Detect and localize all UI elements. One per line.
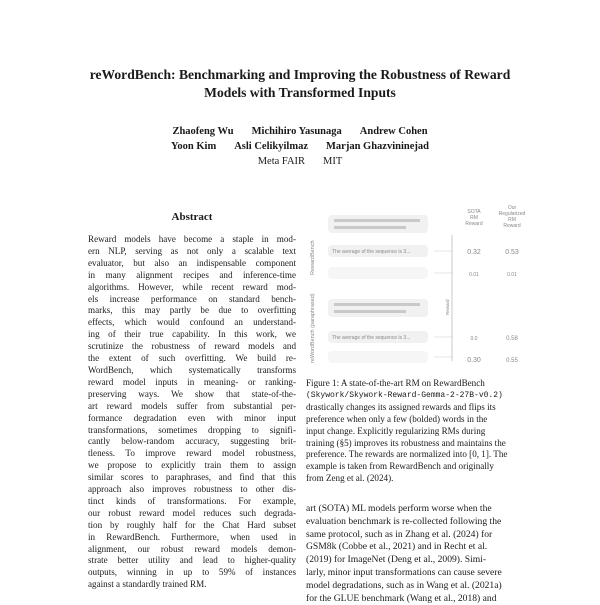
author-name: Marjan Ghazvininejad — [326, 141, 429, 152]
body-line: same protocol, such as in Zhang et al. (2024) for — [306, 528, 493, 540]
abstract-line: the extent of such overfitting. We build re- — [88, 353, 296, 364]
col-ours-line-2: Regularized — [498, 211, 526, 217]
abstract-body — [88, 234, 296, 591]
abstract-line: tleness. To improve reward model robustness, — [88, 448, 296, 459]
title-line-1: reWordBench: Benchmarking and Improving the Robustness of Reward — [89, 67, 511, 82]
col-sota-line-3: Reward — [465, 221, 483, 227]
response-text: The average of the sequence is 3... — [332, 249, 411, 255]
abstract-line: scrutinize the robustness of reward models and — [88, 341, 296, 352]
abstract-line: reward model inputs in meaning- or ranking- — [88, 376, 296, 387]
col-sota-line-1: SOTA — [467, 209, 481, 215]
body-line: GSM8k (Cobbe et al., 2021) and in Recht et al. — [306, 541, 488, 553]
abstract-line: Reward models have become a staple in mod- — [88, 234, 296, 244]
side-label-rewordbench: reWordBench (paraphrased) — [310, 293, 316, 363]
abstract-line: we propose to explicitly train them to assign — [88, 460, 296, 471]
affiliation-meta: Meta FAIR — [257, 156, 306, 167]
abstract-line: evaluator, but also an indispensable component — [88, 257, 296, 268]
abstract-line: ing of their true capability. In this work, we — [88, 329, 296, 340]
prompt-text-line — [334, 303, 420, 306]
author-name: Zhaofeng Wu — [172, 126, 234, 137]
reward-value: 0.55 — [506, 358, 518, 364]
prompt-bubble — [328, 299, 428, 317]
abstract-line: algorithms. However, while recent reward mod- — [88, 281, 296, 292]
author-block — [60, 124, 540, 169]
caption-line: drastically changes its assigned rewards and flips its — [306, 401, 496, 412]
prompt-text-line — [334, 219, 420, 222]
abstract-line: transformations, sometimes dropping to signifi- — [88, 424, 296, 435]
abstract-line: marks, this may partly be due to overfitting — [88, 305, 296, 316]
affiliation-mit: MIT — [323, 156, 343, 167]
figure-1 — [306, 205, 530, 367]
reward-value: 0.0 — [470, 336, 478, 342]
caption-line: training (§5) improves its robustness and maintains the — [306, 437, 506, 448]
col-ours-line-3: RM — [508, 217, 516, 223]
abstract-line: alignment, our robust reward models demon- — [88, 543, 296, 554]
figure-caption — [306, 378, 530, 485]
author-name: Asli Celikyilmaz — [234, 141, 309, 152]
reward-value: 0.01 — [469, 272, 479, 278]
body-line: evaluation benchmark is re-collected following the — [306, 515, 502, 527]
author-name: Andrew Cohen — [359, 126, 428, 137]
abstract-line: in many alignment recipes and inference-time — [88, 269, 296, 280]
prompt-bubble — [328, 215, 428, 233]
caption-line: preference. The rewards are normalized into [0, 1]. The — [306, 449, 508, 460]
abstract-line: our robust reward model reduces such degrada- — [88, 507, 296, 518]
prompt-text-line — [334, 310, 406, 313]
abstract-line: approach also improves robustness to other dis- — [88, 484, 296, 495]
abstract-line: tinct kinds of transformations. For example, — [88, 495, 296, 506]
body-line: larly, minor input transformations can cause severe — [306, 566, 502, 578]
body-text — [306, 503, 530, 605]
author-name: Yoon Kim — [171, 141, 217, 152]
abstract-line: formance degradation even with minor input — [88, 412, 296, 423]
col-sota-line-2: RM — [470, 215, 478, 221]
col-ours-line-4: Reward — [503, 223, 521, 229]
title-line-2: Models with Transformed Inputs — [204, 85, 396, 100]
abstract-line: against a standardly trained RM. — [88, 579, 207, 590]
response-text: The average of the sequence is 3... — [332, 335, 411, 341]
prompt-text-line — [334, 226, 406, 229]
reward-value: 0.32 — [467, 249, 481, 256]
author-name: Michihiro Yasunaga — [251, 126, 342, 137]
abstract-heading: Abstract — [171, 211, 213, 223]
caption-line: preference when only a few (bolded) words in the — [306, 413, 488, 424]
caption-line: Figure 1: A state-of-the-art RM on RewardBench — [306, 378, 485, 388]
abstract-line: WordBench, which systematically transforms — [88, 364, 296, 375]
reward-value: 0.53 — [505, 249, 519, 256]
response-bubble — [328, 267, 428, 279]
abstract-line: strate better utility and lead to higher-quality — [88, 555, 296, 566]
reward-axis-label: Reward — [445, 299, 450, 315]
caption-line: example is taken from RewardBench and originally — [306, 461, 494, 472]
response-bubble — [328, 351, 428, 363]
body-line: (2019) for ImageNet (Deng et al., 2009). Simi- — [306, 554, 487, 566]
caption-line: (Skywork/Skywork-Reward-Gemma-2-27B-v0.2) — [306, 390, 503, 400]
abstract-line: effects, which would confound an understand- — [88, 317, 296, 328]
abstract-line: ern NLP, serving as not only a scalable text — [88, 245, 296, 256]
paper-title — [40, 66, 560, 102]
body-line: for the GLUE benchmark (Wang et al., 2018) and — [306, 592, 497, 604]
col-ours-line-1: Our — [507, 205, 517, 211]
abstract-line: similar scores to paraphrases, and find that this — [88, 472, 296, 483]
caption-line: from Zeng et al. (2024). — [306, 473, 394, 484]
abstract-line: in RewardBench. Furthermore, when used in — [88, 531, 296, 542]
abstract-line: els increase performance on standard bench- — [88, 293, 296, 304]
caption-line: input change. Explicitly regularizing RMs during — [306, 425, 486, 436]
abstract-line: outputs, winning in up to 59% of instances — [88, 567, 296, 578]
reward-value: 0.30 — [467, 357, 481, 364]
abstract-line: cantly below-random accuracy, suggesting brit- — [88, 436, 296, 447]
reward-value: 0.01 — [507, 272, 517, 278]
reward-value: 0.58 — [506, 336, 518, 342]
body-line: model degradations, such as in Wang et al. (2021a) — [306, 579, 502, 591]
side-label-rewardbench: RewardBench — [310, 240, 316, 275]
abstract-line: preserving ways. We show that state-of-the- — [88, 388, 296, 399]
abstract-line: tion by roughly half for the Chat Hard subset — [88, 519, 296, 530]
body-line: art (SOTA) ML models perform worse when the — [306, 503, 492, 514]
abstract-line: art reward models suffer from substantial per- — [88, 400, 296, 411]
